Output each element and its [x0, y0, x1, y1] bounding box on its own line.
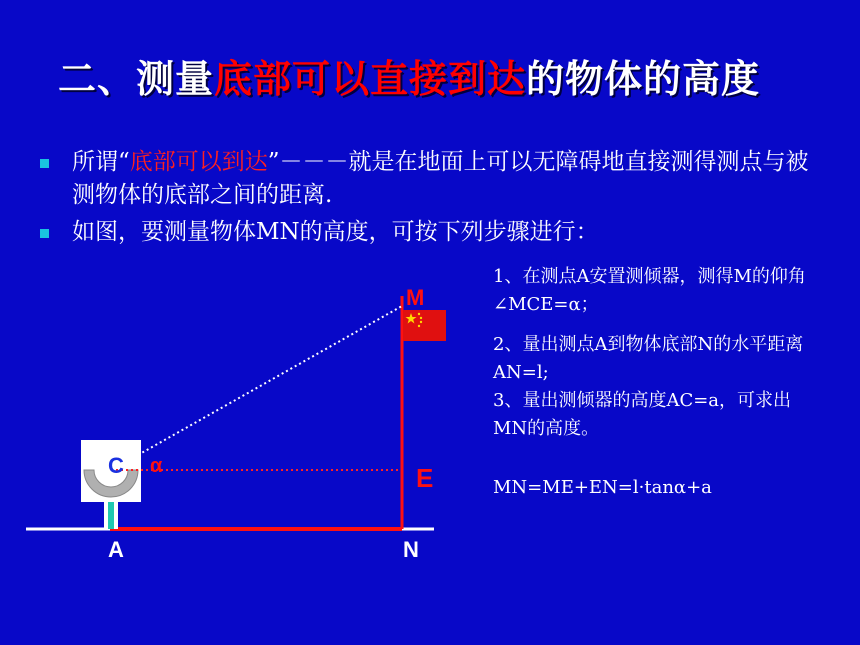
label-alpha: α — [150, 455, 163, 477]
bullet-definition-pre: 所谓“ — [72, 149, 130, 175]
bullet-definition-post: ”－－－就是在地面上可以无障碍地直接测得测点与被测物体的底部之间的距离. — [72, 149, 809, 208]
title-part1: 二、测量 — [58, 57, 215, 101]
sight-line-CM — [138, 306, 402, 455]
formula: MN=ME+EN=l·tanα+a — [493, 477, 712, 498]
label-E: E — [416, 463, 434, 493]
label-A: A — [108, 537, 124, 562]
label-C: C — [108, 453, 124, 478]
label-N: N — [403, 537, 419, 562]
bullet-definition-highlight: 底部可以到达 — [129, 149, 268, 175]
step-3: 3、量出测倾器的高度AC=a，可求出MN的高度。 — [493, 390, 792, 439]
title-highlight: 底部可以直接到达 — [214, 57, 527, 101]
label-M: M — [406, 285, 425, 310]
flag-icon — [403, 310, 446, 341]
step-1: 1、在测点A安置测倾器，测得M的仰角∠MCE=α； — [493, 266, 806, 315]
title-part2: 的物体的高度 — [526, 57, 761, 101]
step-2: 2、量出测点A到物体底部N的水平距离AN=l; — [493, 334, 804, 383]
bullet-procedure-text: 如图，要测量物体MN的高度，可按下列步骤进行： — [72, 219, 599, 245]
